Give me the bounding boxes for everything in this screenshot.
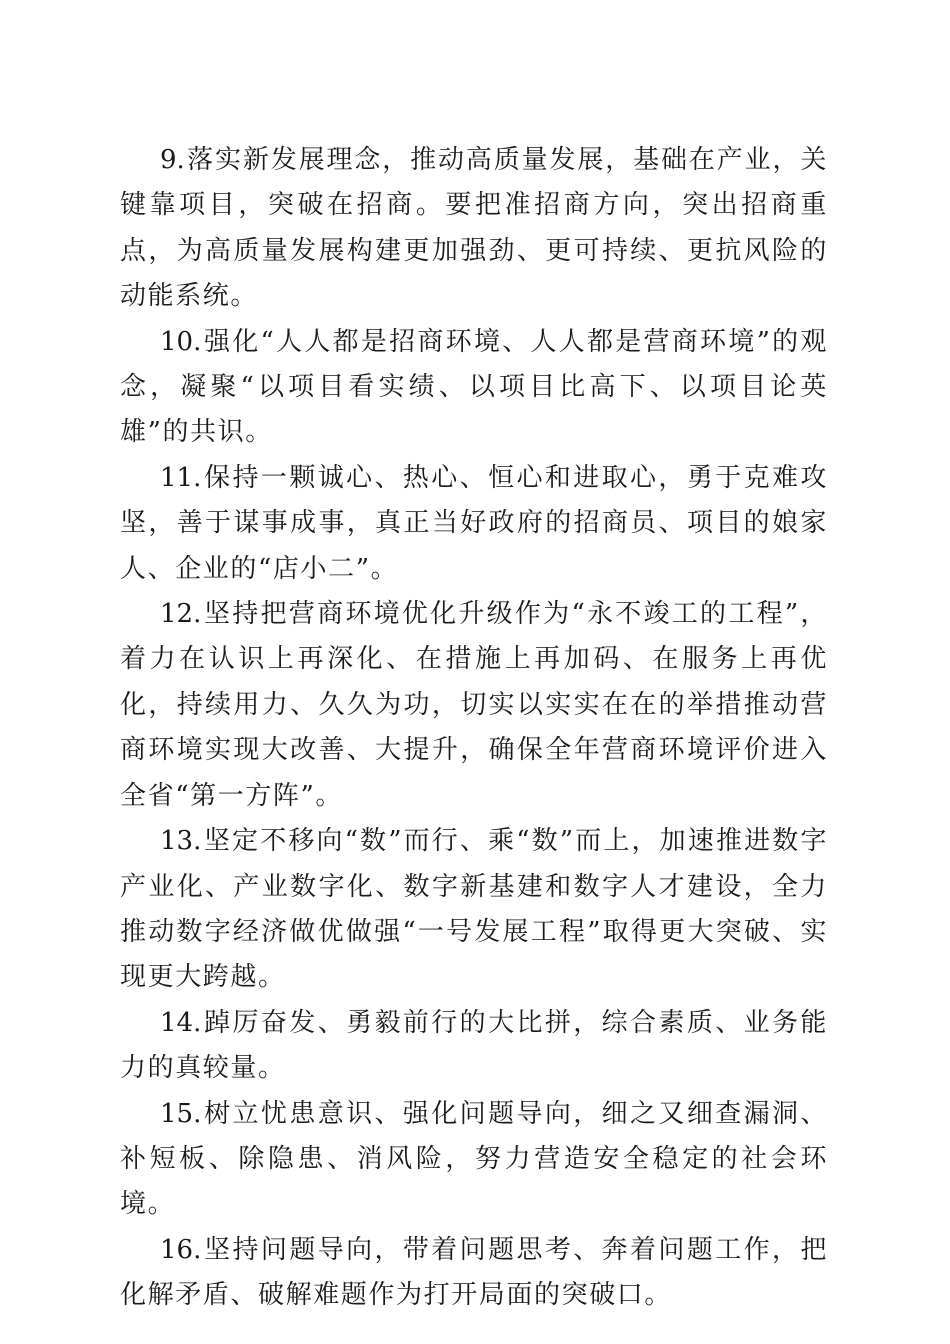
paragraph-text: 坚持问题导向，带着问题思考、奔着问题工作，把化解矛盾、破解难题作为打开局面的突破口。: [120, 1234, 828, 1311]
paragraph-text: 落实新发展理念，推动高质量发展，基础在产业，关键靠项目，突破在招商。要把准招商方向，突出招商重点，为高质量发展构建更加强劲、更可持续、更抗风险的动能系统。: [120, 145, 828, 312]
paragraph-text: 踔厉奋发、勇毅前行的大比拼，综合素质、业务能力的真较量。: [120, 1007, 828, 1084]
document-body: [120, 138, 828, 1319]
paragraph-12: [120, 592, 828, 819]
paragraph-text: 坚定不移向“数”而行、乘“数”而上，加速推进数字产业化、产业数字化、数字新基建和数字人才建设，全力推动数字经济做优做强“一号发展工程”取得更大突破、实现更大跨越。: [120, 826, 828, 993]
paragraph-text: 强化“人人都是招商环境、人人都是营商环境”的观念，凝聚“以项目看实绩、以项目比高下、以项目论英雄”的共识。: [120, 326, 828, 448]
paragraph-13: [120, 819, 828, 1001]
paragraph-text: 保持一颗诚心、热心、恒心和进取心，勇于克难攻坚，善于谋事成事，真正当好政府的招商员、项目的娘家人、企业的“店小二”。: [120, 462, 828, 584]
paragraph-text: 坚持把营商环境优化升级作为“永不竣工的工程”，着力在认识上再深化、在措施上再加码、在服务上再优化，持续用力、久久为功，切实以实实在在的举措推动营商环境实现大改善、大提升，确保全年营商环境评价进入全省“第一方阵”。: [120, 599, 828, 811]
paragraph-9: [120, 138, 828, 320]
paragraph-16: [120, 1228, 828, 1319]
paragraph-15: [120, 1092, 828, 1228]
paragraph-10: [120, 320, 828, 456]
paragraph-number: 10.: [160, 326, 202, 357]
paragraph-11: [120, 456, 828, 592]
paragraph-number: 12.: [160, 599, 202, 630]
paragraph-number: 15.: [160, 1098, 202, 1129]
paragraph-14: [120, 1001, 828, 1092]
paragraph-number: 14.: [160, 1007, 202, 1038]
paragraph-number: 13.: [160, 826, 202, 857]
paragraph-number: 9.: [160, 145, 185, 175]
paragraph-text: 树立忧患意识、强化问题导向，细之又细查漏洞、补短板、除隐患、消风险，努力营造安全稳定的社会环境。: [120, 1098, 828, 1220]
paragraph-number: 16.: [160, 1234, 202, 1265]
paragraph-number: 11.: [160, 462, 202, 493]
